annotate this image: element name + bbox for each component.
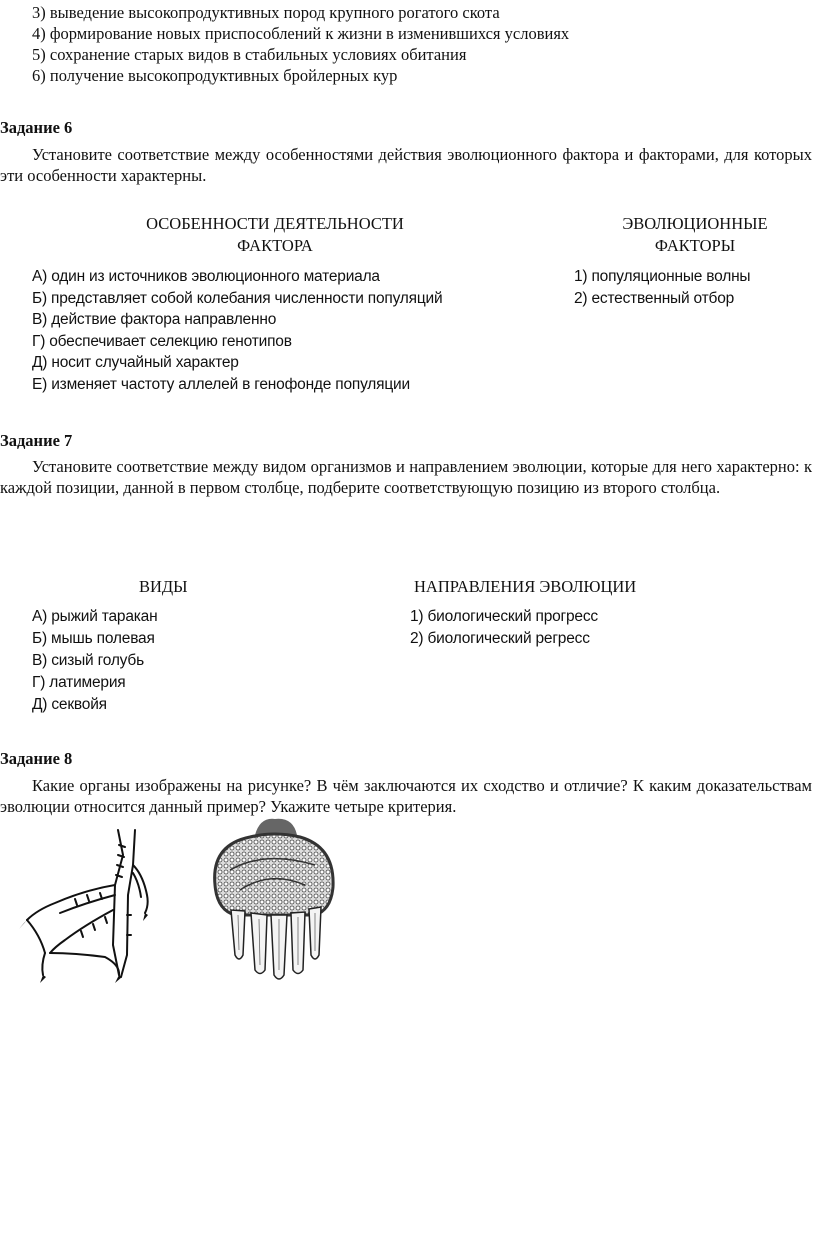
list-item: А) один из источников эволюционного материала	[32, 268, 380, 285]
task6-text	[0, 144, 812, 186]
list-item: Д) секвойя	[32, 696, 107, 713]
list-item: 1) биологический прогресс	[410, 608, 598, 625]
task6-right-list	[574, 266, 750, 309]
list-item: В) действие фактора направленно	[32, 311, 277, 328]
list-item: Г) латимерия	[32, 674, 126, 691]
task6-right-header-line2: ФАКТОРЫ	[654, 236, 736, 255]
task6-left-header	[120, 213, 430, 257]
list-item: Г) обеспечивает селекцию генотипов	[32, 332, 292, 350]
task7-left-header: ВИДЫ	[139, 577, 188, 596]
bird-foot-drawing	[15, 825, 155, 985]
list-item: Е) изменяет частоту аллелей в генофонде популяции	[32, 375, 410, 393]
option-3: 3) выведение высокопродуктивных пород крупного рогатого скота	[32, 3, 500, 22]
task7-text	[0, 456, 812, 498]
task6-text-content: Установите соответствие между особенностями действия эволюционного фактора и факторами, для которых эти особенности характерны.	[0, 145, 812, 185]
task8-text	[0, 775, 812, 817]
task7-text-content: Установите соответствие между видом организмов и направлением эволюции, которые для него характерно: к каждой позиции, данной в первом столбце, подберите соответствующую позицию из второго столбца.	[0, 457, 812, 497]
task6-right-header-line1: ЭВОЛЮЦИОННЫЕ	[622, 214, 768, 233]
option-6: 6) получение высокопродуктивных бройлерных кур	[32, 66, 398, 85]
task6-right-header	[590, 213, 800, 257]
list-item: А) рыжий таракан	[32, 608, 158, 625]
task6-left-list	[32, 266, 442, 395]
task6-title: Задание 6	[0, 118, 73, 137]
task7-title: Задание 7	[0, 431, 73, 450]
task7-left-list	[32, 606, 157, 716]
list-item: 2) биологический регресс	[410, 630, 590, 647]
mole-paw-drawing	[205, 815, 345, 985]
task6-left-header-line1: ОСОБЕННОСТИ ДЕЯТЕЛЬНОСТИ	[146, 214, 404, 233]
task6-left-header-line2: ФАКТОРА	[237, 236, 313, 255]
list-item: Б) мышь полевая	[32, 630, 155, 647]
option-5: 5) сохранение старых видов в стабильных условиях обитания	[32, 45, 467, 64]
list-item: Б) представляет собой колебания численности популяций	[32, 289, 443, 307]
option-4: 4) формирование новых приспособлений к жизни в изменившихся условиях	[32, 24, 570, 43]
task7-right-list	[410, 606, 598, 650]
task8-text-content: Какие органы изображены на рисунке? В чём заключаются их сходство и отличие? К каким доказательствам эволюции относится данный пример? Укажите четыре критерия.	[0, 776, 812, 816]
list-item: 2) естественный отбор	[574, 289, 735, 307]
list-item: 1) популяционные волны	[574, 268, 751, 285]
task7-right-header: НАПРАВЛЕНИЯ ЭВОЛЮЦИИ	[414, 577, 637, 596]
list-item: Д) носит случайный характер	[32, 354, 239, 371]
list-item: В) сизый голубь	[32, 652, 144, 669]
task8-title: Задание 8	[0, 749, 73, 768]
